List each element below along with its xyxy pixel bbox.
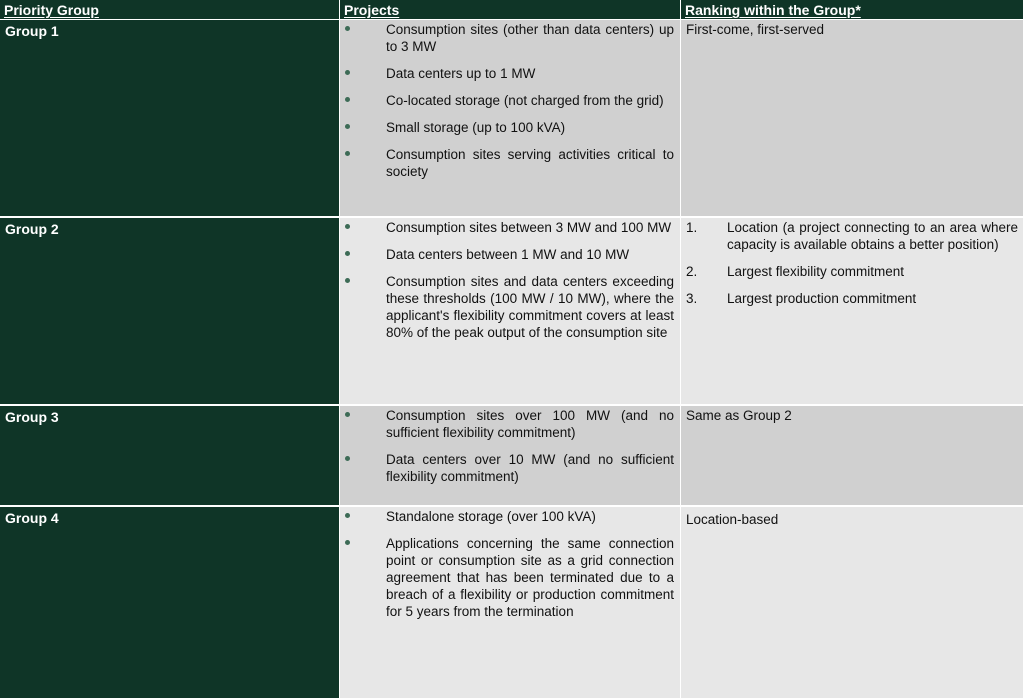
group-2-projects: [340, 218, 681, 406]
project-item: Consumption sites between 3 MW and 100 MW: [345, 219, 675, 236]
project-item: Co-located storage (not charged from the grid): [345, 92, 675, 109]
group-2-ranking: [681, 218, 1024, 406]
project-item: Data centers between 1 MW and 10 MW: [345, 246, 675, 263]
group-1-label: Group 1: [0, 20, 340, 218]
group-1-projects: [340, 20, 681, 218]
project-item: Data centers up to 1 MW: [345, 65, 675, 82]
project-item: Small storage (up to 100 kVA): [345, 119, 675, 136]
ranking-item: 1. Location (a project connecting to an area where capacity is available obtains a better position): [686, 220, 1018, 252]
project-item: Consumption sites (other than data centers) up to 3 MW: [345, 21, 675, 55]
group-3-projects: [340, 406, 681, 507]
group-2-label: Group 2: [0, 218, 340, 406]
bullet-icon: [345, 251, 350, 256]
bullet-icon: [345, 124, 350, 129]
group-3-ranking: [681, 406, 1024, 507]
bullet-icon: [345, 224, 350, 229]
ranking-text: Location-based: [686, 512, 779, 527]
bullet-icon: [345, 456, 350, 461]
bullet-icon: [345, 151, 350, 156]
bullet-icon: [345, 97, 350, 102]
project-item: Applications concerning the same connection point or consumption site as a grid connection agreement that has been terminated due to a breach of a flexibility or production commitment for 5 years from the termination: [345, 535, 675, 620]
bullet-icon: [345, 26, 350, 31]
group-1-ranking: [681, 20, 1024, 218]
project-item: Standalone storage (over 100 kVA): [345, 508, 675, 525]
ranking-text: First-come, first-served: [686, 22, 825, 37]
group-3-label: Group 3: [0, 406, 340, 507]
group-4-ranking: [681, 507, 1024, 700]
group-4-label: Group 4: [0, 507, 340, 700]
bullet-icon: [345, 513, 350, 518]
bullet-icon: [345, 540, 350, 545]
header-projects: Projects: [340, 0, 681, 20]
project-item: Consumption sites and data centers exceeding these thresholds (100 MW / 10 MW), where the applicant's flexibility commitment covers at least 80% of the peak output of the consumption site: [345, 273, 675, 341]
project-item: Consumption sites serving activities critical to society: [345, 146, 675, 180]
bullet-icon: [345, 278, 350, 283]
bullet-icon: [345, 412, 350, 417]
ranking-text: Same as Group 2: [686, 408, 792, 423]
ranking-item: 3. Largest production commitment: [686, 291, 917, 306]
project-item: Data centers over 10 MW (and no sufficient flexibility commitment): [345, 451, 675, 485]
header-priority-group: Priority Group: [0, 0, 340, 20]
group-4-projects: [340, 507, 681, 700]
bullet-icon: [345, 70, 350, 75]
header-ranking: Ranking within the Group*: [681, 0, 1024, 20]
project-item: Consumption sites over 100 MW (and no sufficient flexibility commitment): [345, 407, 675, 441]
ranking-item: 2. Largest flexibility commitment: [686, 264, 905, 279]
